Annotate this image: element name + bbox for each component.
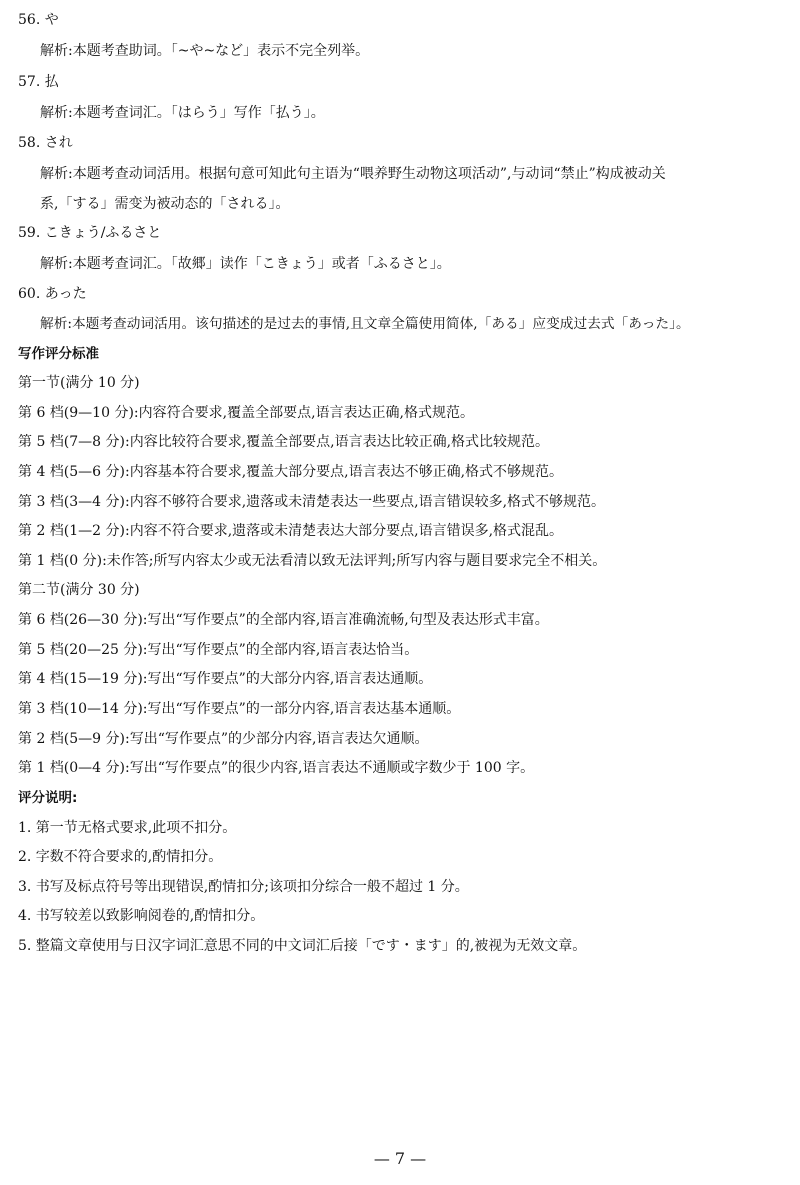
section2-level-4: 第 4 档(15—19 分):写出“写作要点”的大部分内容,语言表达通顺。 <box>18 671 433 687</box>
section1-level-3: 第 3 档(3—4 分):内容不够符合要求,遗落或未清楚表达一些要点,语言错误较多,格式不够规范。 <box>18 494 606 510</box>
section1-title: 第一节(满分 10 分) <box>18 375 140 391</box>
page-number: — 7 — <box>373 1149 427 1168</box>
answer-56-explanation: 解析:本题考查助词。「~や~など」表示不完全列举。 <box>40 43 370 59</box>
answer-56-heading: 56. や <box>18 12 59 28</box>
section2-level-6: 第 6 档(26—30 分):写出“写作要点”的全部内容,语言准确流畅,句型及表达形式丰富。 <box>18 612 549 628</box>
section2-level-3: 第 3 档(10—14 分):写出“写作要点”的一部分内容,语言表达基本通顺。 <box>18 701 461 717</box>
note-2: 2. 字数不符合要求的,酌情扣分。 <box>18 849 223 865</box>
answer-60-explanation: 解析:本题考查动词活用。该句描述的是过去的事情,且文章全篇使用简体,「ある」应变成过去式「あった」。 <box>40 316 690 332</box>
section1-level-1: 第 1 档(0 分):未作答;所写内容太少或无法看清以致无法评判;所写内容与题目要求完全不相关。 <box>18 553 607 569</box>
section1-level-2: 第 2 档(1—2 分):内容不符合要求,遗落或未清楚表达大部分要点,语言错误多,格式混乱。 <box>18 523 564 539</box>
section2-level-2: 第 2 档(5—9 分):写出“写作要点”的少部分内容,语言表达欠通顺。 <box>18 731 429 747</box>
note-5: 5. 整篇文章使用与日汉字词汇意思不同的中文词汇后接「です・ます」的,被视为无效文章。 <box>18 938 587 954</box>
answer-57-explanation: 解析:本题考查词汇。「はらう」写作「払う」。 <box>40 105 325 121</box>
note-3: 3. 书写及标点符号等出现错误,酌情扣分;该项扣分综合一般不超过 1 分。 <box>18 879 469 895</box>
answer-60-heading: 60. あった <box>18 286 87 302</box>
answer-58-explanation: 解析:本题考查动词活用。根据句意可知此句主语为“喂养野生动物这项活动”,与动词“禁止”构成被动关 <box>40 166 666 182</box>
answer-58-explanation-cont: 系,「する」需变为被动态的「される」。 <box>40 196 290 212</box>
answer-59-heading: 59. こきょう/ふるさと <box>18 225 162 241</box>
section1-level-4: 第 4 档(5—6 分):内容基本符合要求,覆盖大部分要点,语言表达不够正确,格式不够规范。 <box>18 464 564 480</box>
answer-58-heading: 58. され <box>18 135 73 151</box>
note-1: 1. 第一节无格式要求,此项不扣分。 <box>18 820 237 836</box>
section1-level-5: 第 5 档(7—8 分):内容比较符合要求,覆盖全部要点,语言表达比较正确,格式比较规范。 <box>18 434 550 450</box>
scoring-title: 写作评分标准 <box>18 346 99 362</box>
notes-title: 评分说明: <box>18 790 78 806</box>
section2-level-1: 第 1 档(0—4 分):写出“写作要点”的很少内容,语言表达不通顺或字数少于 100 字。 <box>18 760 535 776</box>
answer-59-explanation: 解析:本题考查词汇。「故郷」读作「こきょう」或者「ふるさと」。 <box>40 256 451 272</box>
section2-level-5: 第 5 档(20—25 分):写出“写作要点”的全部内容,语言表达恰当。 <box>18 642 419 658</box>
section2-title: 第二节(满分 30 分) <box>18 582 140 598</box>
section1-level-6: 第 6 档(9—10 分):内容符合要求,覆盖全部要点,语言表达正确,格式规范。 <box>18 405 474 421</box>
note-4: 4. 书写较差以致影响阅卷的,酌情扣分。 <box>18 908 265 924</box>
answer-57-heading: 57. 払 <box>18 74 59 90</box>
